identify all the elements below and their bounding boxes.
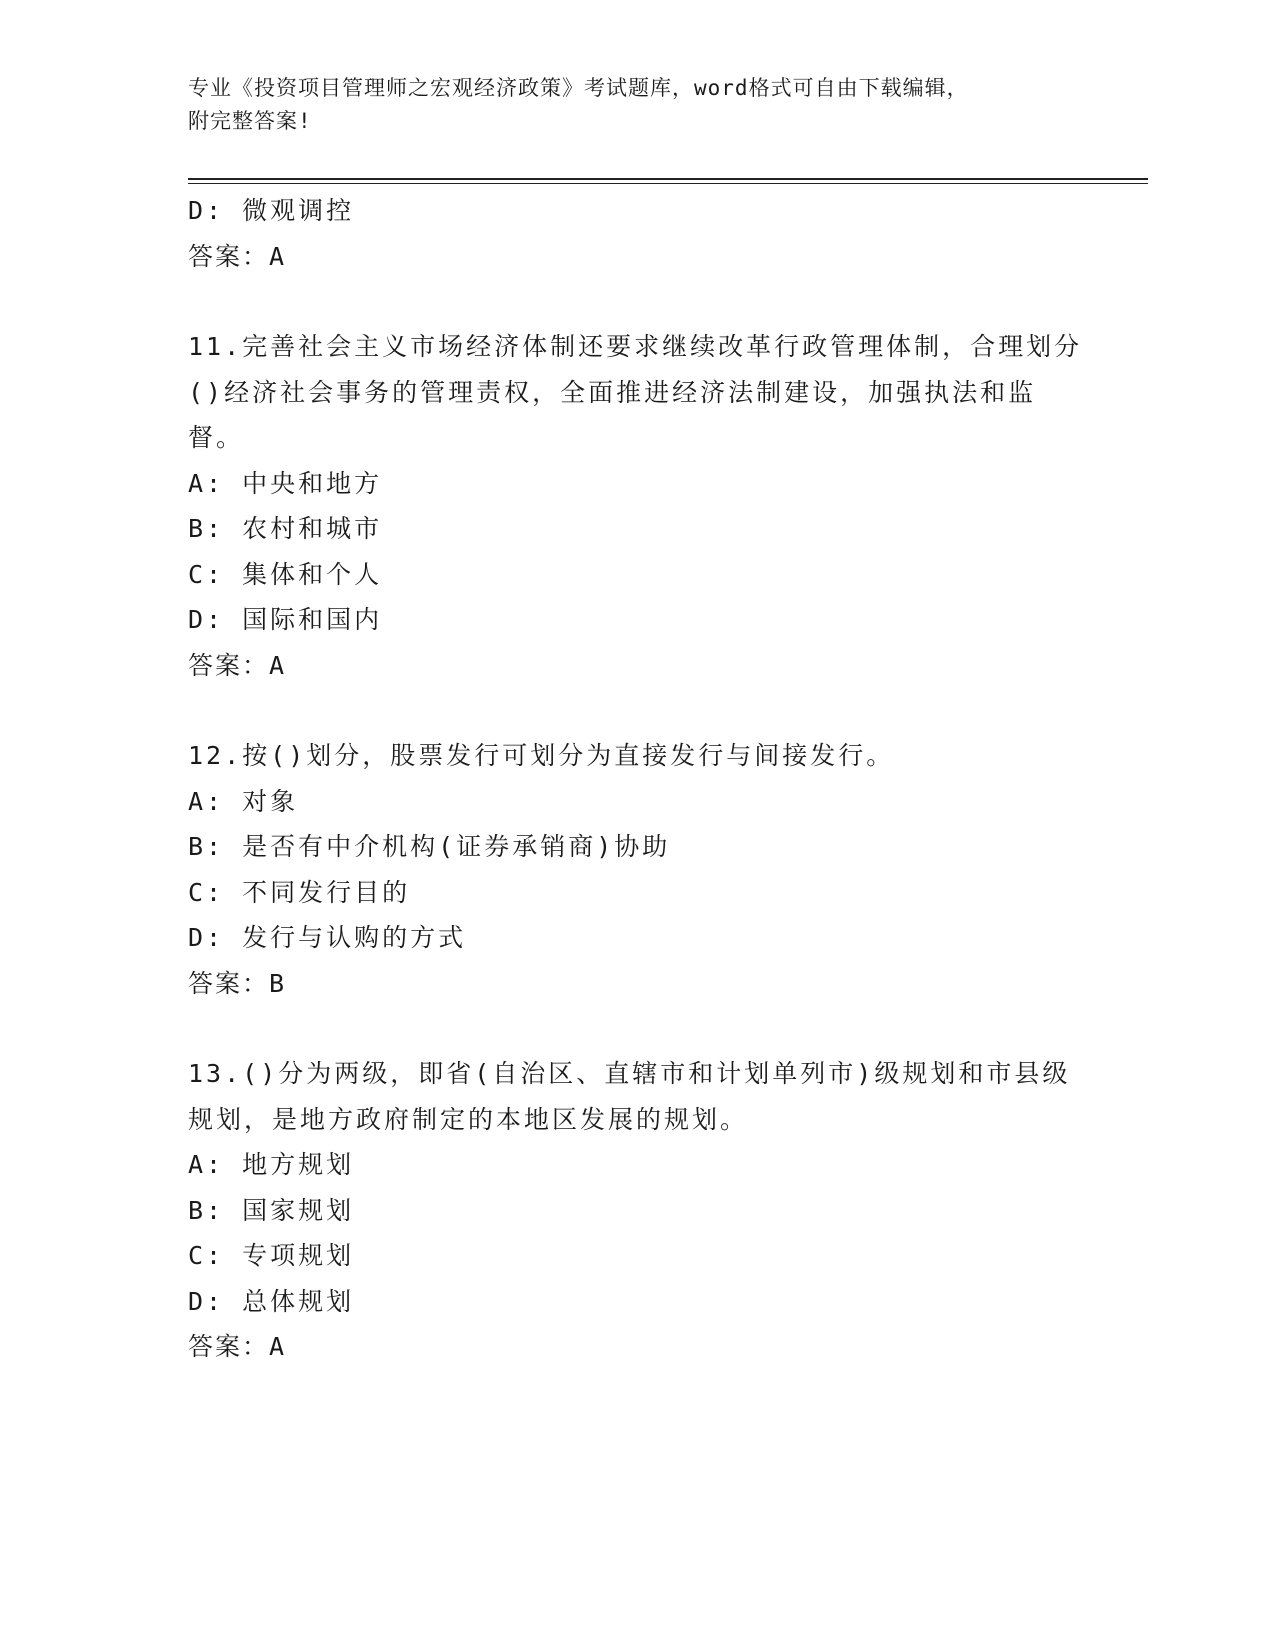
option-d: D: 总体规划 xyxy=(188,1286,355,1316)
question-12 xyxy=(188,733,1088,1006)
question-13 xyxy=(188,1051,1088,1370)
header-divider-thick xyxy=(188,178,1148,180)
page-header xyxy=(188,72,1088,138)
question-11 xyxy=(188,324,1088,688)
option-a: A: 地方规划 xyxy=(188,1150,355,1179)
question-stem: 11.完善社会主义市场经济体制还要求继续改革行政管理体制，合理划分()经济社会事务的管理责权，全面推进经济法制建设，加强执法和监督。 xyxy=(188,332,1083,452)
header-divider-thin xyxy=(188,183,1148,184)
option-a: A: 对象 xyxy=(188,786,299,816)
question-stem: 13.()分为两级，即省(自治区、直辖市和计划单列市)级规划和市县级规划，是地方政府制定的本地区发展的规划。 xyxy=(188,1059,1071,1134)
option-c: C: 专项规划 xyxy=(188,1241,355,1270)
question-stem: 12.按()划分，股票发行可划分为直接发行与间接发行。 xyxy=(188,741,895,770)
option-c: C: 集体和个人 xyxy=(188,559,383,589)
option-b: B: 是否有中介机构(证券承销商)协助 xyxy=(188,832,671,861)
previous-question-tail xyxy=(188,188,1088,279)
option-a: A: 中央和地方 xyxy=(188,468,383,498)
header-line-1: 专业《投资项目管理师之宏观经济政策》考试题库，word格式可自由下载编辑， xyxy=(188,76,969,100)
answer-line: 答案：B xyxy=(188,968,287,998)
option-d: D: 发行与认购的方式 xyxy=(188,923,467,952)
header-line-2: 附完整答案! xyxy=(188,109,312,133)
answer-line: 答案：A xyxy=(188,241,287,271)
answer-line: 答案：A xyxy=(188,1332,287,1361)
option-d: D: 国际和国内 xyxy=(188,605,383,634)
option-b: B: 国家规划 xyxy=(188,1195,355,1225)
question-content xyxy=(188,188,1088,1415)
answer-line: 答案：A xyxy=(188,650,287,680)
option-b: B: 农村和城市 xyxy=(188,514,383,543)
option-d: D: 微观调控 xyxy=(188,196,355,225)
option-c: C: 不同发行目的 xyxy=(188,877,411,907)
